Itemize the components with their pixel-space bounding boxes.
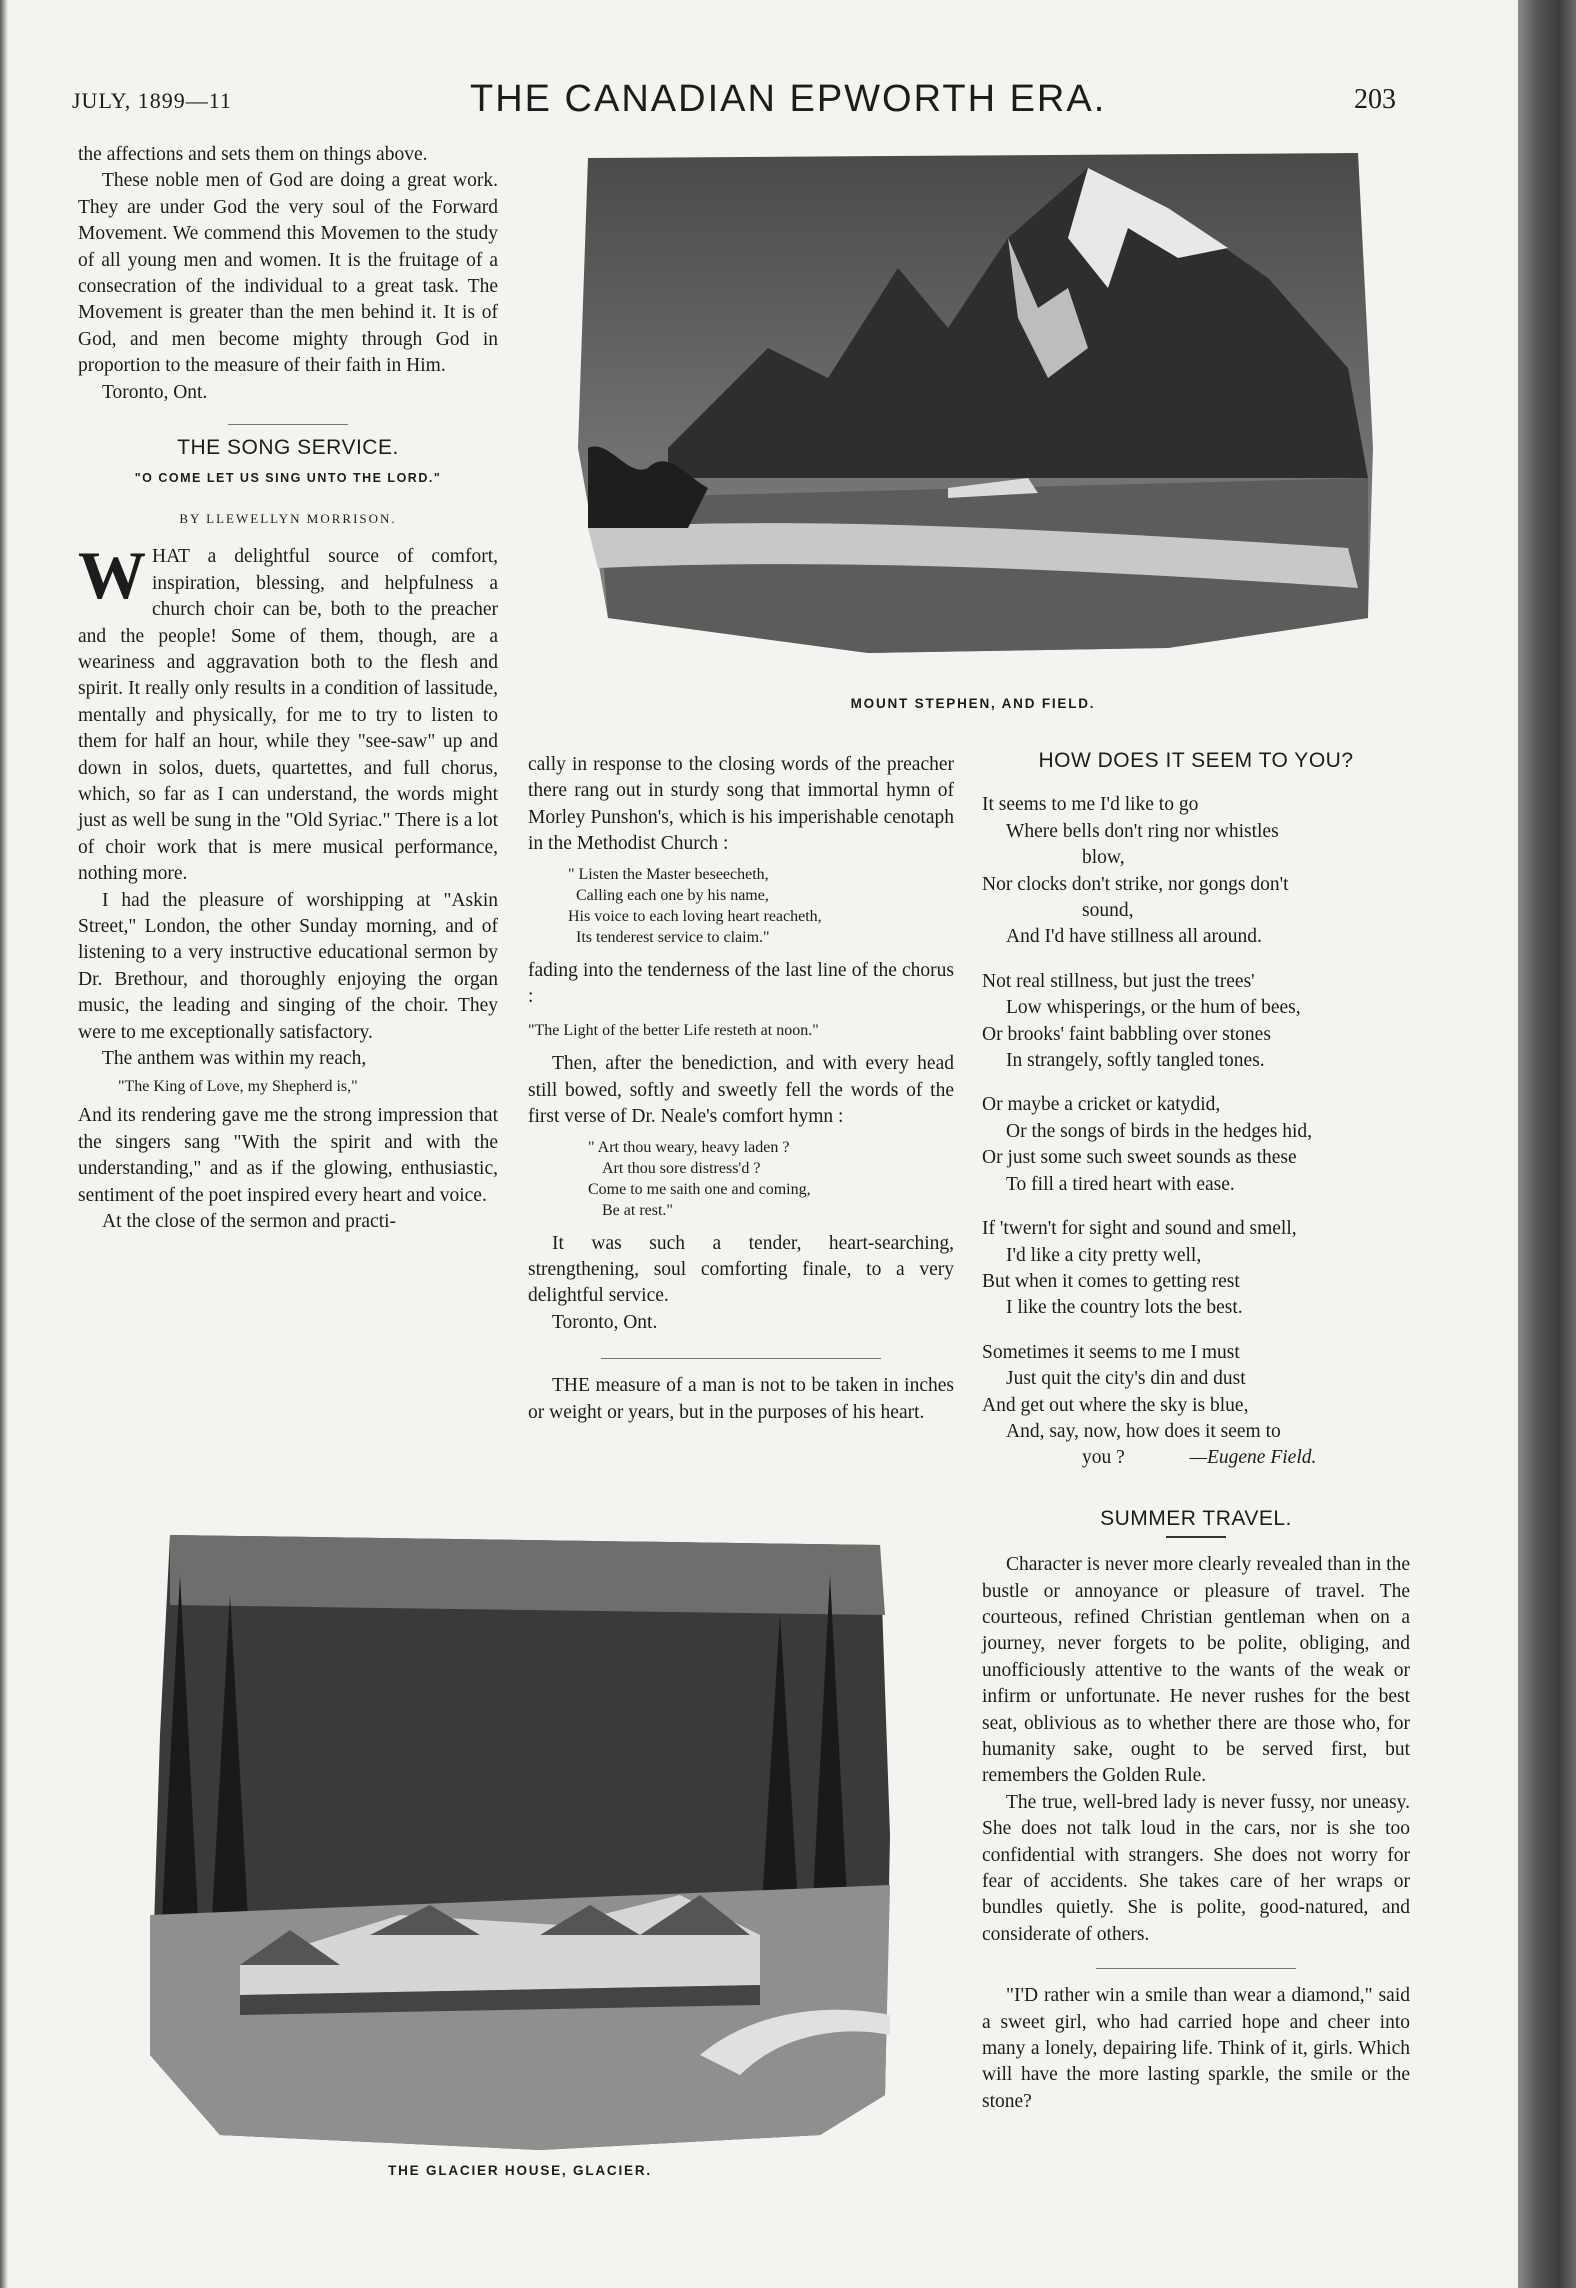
poem-title: HOW DOES IT SEEM TO YOU?: [1038, 749, 1354, 772]
poem-line: I'd like a city pretty well,: [1006, 1244, 1202, 1266]
hymn-line: His voice to each loving heart reacheth,: [568, 907, 822, 925]
song-paragraph-6: cally in response to the closing words of the preacher there rang out in sturdy song that immortal hymn of Morley Punshon's, which is his imperishable cenotaph in the Methodist Church :: [528, 754, 954, 855]
poem-line: blow,: [1082, 847, 1125, 869]
hymn-line: " Listen the Master beseecheth,: [568, 865, 769, 883]
poem-stanza: [982, 1340, 1410, 1446]
column-left: [78, 142, 498, 1235]
poem-line: If 'twern't for sight and sound and smell,: [982, 1218, 1297, 1240]
travel-paragraph-1: Character is never more clearly revealed than in the bustle or annoyance or pleasure of travel. The courteous, refined Christian gentleman when on a journey, never forgets to be polite, obliging, and unofficiously attentive to the wants of the weak or infirm or unfortunate. He never rushes for the best seat, oblivious as to whether there are those who, for humanity sake, ought to be served first, but remembers the Golden Rule.: [982, 1554, 1410, 1787]
page-edge-shadow: [0, 0, 8, 2288]
hymn-line: Art thou sore distress'd ?: [602, 1159, 761, 1177]
anthem-quote: "The King of Love, my Shepherd is,": [118, 1078, 358, 1096]
glacier-house-photo: [140, 1535, 900, 2155]
chorus-quote: "The Light of the better Life resteth at noon.": [528, 1022, 819, 1040]
column-right: [982, 748, 1410, 2115]
page-number: 203: [1354, 84, 1396, 115]
poem-line: And, say, now, how does it seem to: [1006, 1420, 1281, 1442]
poem-line: I like the country lots the best.: [1006, 1297, 1243, 1319]
neale-hymn: [528, 1137, 954, 1221]
poem-line: Nor clocks don't strike, nor gongs don't: [982, 873, 1289, 895]
song-paragraph-7: fading into the tenderness of the last line of the chorus :: [528, 959, 954, 1008]
drop-cap: W: [78, 537, 146, 614]
book-spine-edge: [1518, 0, 1576, 2288]
song-service-title: THE SONG SERVICE.: [177, 436, 399, 460]
song-paragraph-4: And its rendering gave me the strong impression that the singers sang "With the spirit and with the understanding," and as if the glowing, enthusiastic, sentiment of the poet inspired every heart and voice.: [78, 1105, 498, 1206]
poem-body: [982, 792, 1410, 1445]
song-paragraph-3: The anthem was within my reach,: [102, 1048, 367, 1069]
poem-author: —Eugene Field.: [1189, 1447, 1317, 1469]
poem-line: In strangely, softly tangled tones.: [1006, 1050, 1265, 1072]
measure-lead: THE: [552, 1375, 590, 1397]
section-divider: [228, 424, 348, 425]
hymn-line: " Art thou weary, heavy laden ?: [588, 1138, 790, 1156]
intro-paragraph: These noble men of God are doing a great work. They are under God the very soul of the Forward Movement. We commend this Movemen to the study of all young men and women. It is the fruitage of a consecration of the individual to a great task. The Movement is greater than the men behind it. It is of God, and men become mighty through God in proportion to the measure of their faith in Him.: [78, 170, 498, 377]
poem-last-word: you ?: [1082, 1447, 1125, 1469]
song-paragraph-1: HAT a delightful source of comfort, inspiration, blessing, and helpfulness a church choir can be, both to the preacher and the people! Some of them, though, are a weariness and aggravation both to the flesh and spirit. It really only results in a condition of lassitude, mentally and physically, for me to try to listen to them for half an hour, while they "see-saw" up and down in solos, duets, quartettes, and full chorus, which, so far as I can understand, the words might just as well be sung in the "Old Syriac." There is a lot of choir work that is mere musical performance, nothing more.: [78, 546, 498, 885]
song-service-subtitle: "O COME LET US SING UNTO THE LORD.": [134, 471, 442, 486]
measure-note: [528, 1373, 954, 1426]
poem-last-line: [982, 1445, 1410, 1471]
poem-line: And get out where the sky is blue,: [982, 1394, 1249, 1416]
poem-stanza: [982, 1216, 1410, 1322]
poem-line: sound,: [1082, 900, 1134, 922]
smile-note: "I'D rather win a smile than wear a diamond," said a sweet girl, who had carried hope and cheer into many a lonely, depairing life. Think of it, girls. Which will have the more lasting sparkle, the smile or the stone?: [982, 1985, 1410, 2112]
poem-line: Low whisperings, or the hum of bees,: [1006, 997, 1301, 1019]
page-header: [0, 78, 1518, 128]
poem-line: Where bells don't ring nor whistles: [1006, 820, 1279, 842]
section-divider: [601, 1358, 881, 1359]
poem-line: Or maybe a cricket or katydid,: [982, 1094, 1221, 1116]
column-middle: [528, 752, 954, 1426]
song-paragraph-8: Then, after the benediction, and with every head still bowed, softly and sweetly fell the words of the first verse of Dr. Neale's comfort hymn :: [528, 1053, 954, 1128]
poem-line: It seems to me I'd like to go: [982, 794, 1199, 816]
poem-stanza: [982, 1092, 1410, 1198]
punshon-hymn: [528, 864, 954, 948]
publication-title: THE CANADIAN EPWORTH ERA.: [470, 78, 1107, 120]
summer-travel-title: SUMMER TRAVEL.: [1100, 1506, 1292, 1530]
mount-stephen-caption: MOUNT STEPHEN, AND FIELD.: [850, 696, 1096, 711]
poem-stanza: [982, 792, 1410, 950]
song-paragraph-5: At the close of the sermon and practi-: [102, 1211, 397, 1233]
poem-line: Or just some such sweet sounds as these: [982, 1147, 1297, 1169]
song-service-byline: BY LLEWELLYN MORRISON.: [179, 510, 397, 526]
hymn-line: Be at rest.": [602, 1201, 673, 1219]
hymn-line: Come to me saith one and coming,: [588, 1180, 811, 1198]
song-paragraph-9: It was such a tender, heart-searching, strengthening, soul comforting finale, to a very delightful service.: [528, 1232, 954, 1307]
poem-line: Sometimes it seems to me I must: [982, 1341, 1240, 1363]
title-rule: [1166, 1536, 1226, 1538]
glacier-house-caption: THE GLACIER HOUSE, GLACIER.: [388, 2163, 652, 2178]
song-paragraph-2: I had the pleasure of worshipping at "Askin Street," London, the other Sunday morning, and of listening to a very instructive educational sermon by Dr. Brethour, and thoroughly enjoying the organ music, the leading and singing of the choir. They were to me exceptionally satisfactory.: [78, 889, 498, 1043]
hymn-line: Calling each one by his name,: [576, 886, 769, 904]
intro-signoff: Toronto, Ont.: [102, 381, 208, 403]
mount-stephen-illustration: [568, 148, 1378, 658]
poem-line: Not real stillness, but just the trees': [982, 970, 1255, 992]
hymn-line: Its tenderest service to claim.": [576, 928, 770, 946]
poem-line: To fill a tired heart with ease.: [1006, 1173, 1235, 1195]
song-signoff: Toronto, Ont.: [552, 1311, 658, 1333]
measure-text: measure of a man is not to be taken in inches or weight or years, but in the purposes of his heart.: [528, 1375, 954, 1423]
travel-paragraph-2: The true, well-bred lady is never fussy, nor uneasy. She does not talk loud in the cars, nor is she too confidential with strangers. She does not worry for fear of accidents. She takes care of her wraps or bundles quietly. She is polite, good-natured, and considerate of others.: [982, 1791, 1410, 1945]
issue-date: JULY, 1899—11: [72, 88, 232, 113]
poem-line: But when it comes to getting rest: [982, 1270, 1240, 1292]
intro-continuation: the affections and sets them on things above.: [78, 144, 428, 165]
poem-stanza: [982, 969, 1410, 1075]
poem-line: And I'd have stillness all around.: [1006, 926, 1262, 948]
poem-line: Or the songs of birds in the hedges hid,: [1006, 1120, 1313, 1142]
poem-line: Or brooks' faint babbling over stones: [982, 1023, 1271, 1045]
section-divider: [1096, 1968, 1296, 1969]
poem-line: Just quit the city's din and dust: [1006, 1368, 1246, 1390]
